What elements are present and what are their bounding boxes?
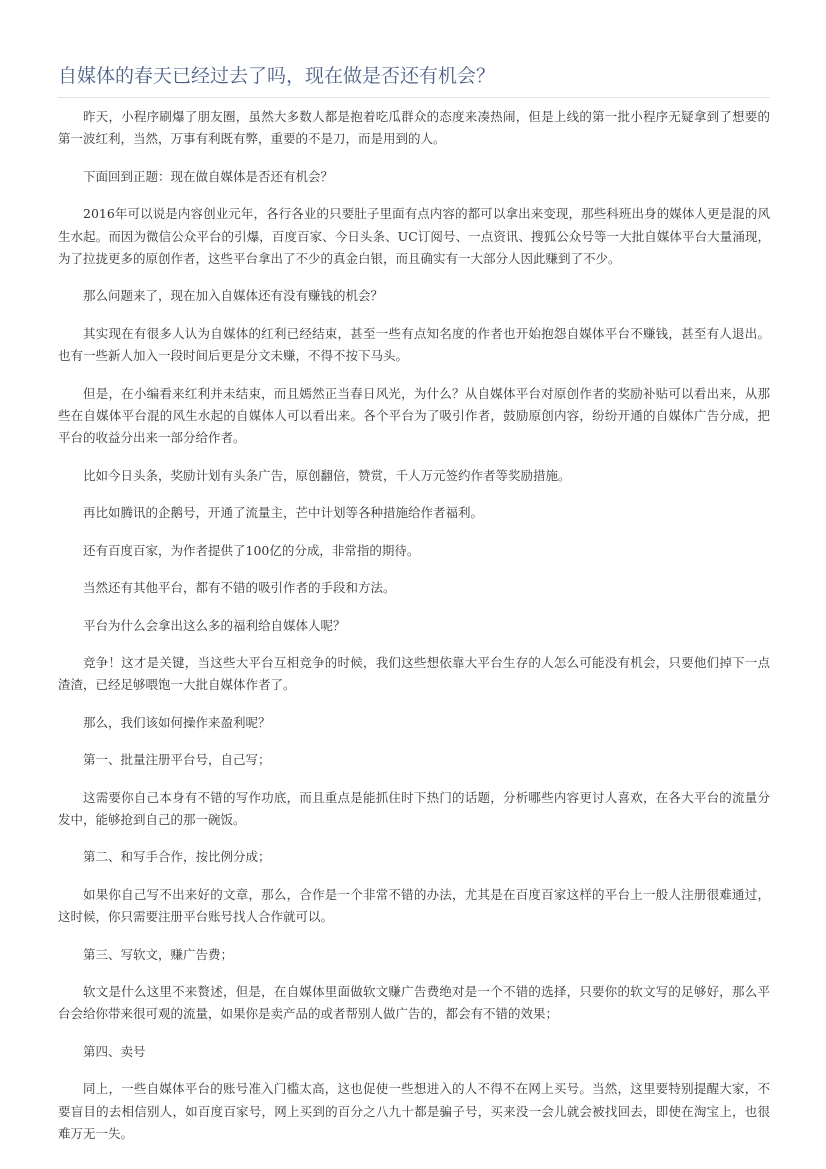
paragraph: 还有百度百家，为作者提供了100亿的分成，非常指的期待。: [83, 542, 420, 558]
paragraph: 当然还有其他平台，都有不错的吸引作者的手段和方法。: [83, 580, 396, 596]
title-divider: [58, 97, 770, 98]
paragraph: 这需要你自己本身有不错的写作功底，而且重点是能抓住时下热门的话题，分析哪些内容更讨人喜欢，在各大平台的流量分发中，能够抢到自己的那一碗饭。: [58, 789, 770, 827]
paragraph: 那么，我们该如何操作来盈利呢？: [83, 714, 271, 730]
paragraph: 第四、卖号: [83, 1043, 146, 1059]
paragraph: 平台为什么会拿出这么多的福利给自媒体人呢？: [83, 617, 346, 633]
paragraph: 比如今日头条，奖励计划有头条广告，原创翻倍，赞赏，千人万元签约作者等奖励措施。: [83, 467, 571, 483]
paragraph: 其实现在有很多人认为自媒体的红利已经结束，甚至一些有点知名度的作者也开始抱怨自媒体平台不赚钱，甚至有人退出。也有一些新人加入一段时间后更是分文未赚，不得不按下马头。: [58, 325, 770, 364]
paragraph: 软文是什么这里不来赘述，但是，在自媒体里面做软文赚广告费绝对是一个不错的选择，只要你的软文写的足够好，那么平台会给你带来很可观的流量，如果你是卖产品的或者帮别人做广告的，都会有不错的效果；: [58, 983, 770, 1022]
paragraph: 竞争！这才是关键，当这些大平台互相竞争的时候，我们这些想依靠大平台生存的人怎么可能没有机会，只要他们掉下一点渣渣，已经足够喂饱一大批自媒体作者了。: [58, 654, 770, 693]
article-body: [58, 106, 770, 1160]
paragraph: 同上，一些自媒体平台的账号准入门槛太高，这也促使一些想进入的人不得不在网上买号。当然，这里要特别提醒大家，不要盲目的去相信别人，如百度百家号，网上买到的百分之八九十都是骗子号，买来没一会儿就会被找回去，即使在淘宝上，也很难万无一失。: [58, 1081, 770, 1141]
paragraph: 第三、写软文，赚广告费；: [83, 946, 234, 962]
paragraph: 下面回到正题：现在做自媒体是否还有机会？: [83, 168, 334, 184]
paragraph: 昨天，小程序刷爆了朋友圈，虽然大多数人都是抱着吃瓜群众的态度来凑热闹，但是上线的第一批小程序无疑拿到了想要的第一波红利，当然，万事有利既有弊，重要的不是刀，而是用到的人。: [58, 109, 770, 147]
paragraph: 第二、和写手合作，按比例分成；: [83, 849, 271, 865]
paragraph: 那么问题来了，现在加入自媒体还有没有赚钱的机会？: [83, 288, 384, 304]
paragraph: 但是，在小编看来红利并未结束，而且嫣然正当春日风光，为什么？从自媒体平台对原创作者的奖励补贴可以看出来，从那些在自媒体平台混的风生水起的自媒体人可以看出来。各个平台为了吸引作者，鼓励原创内容，纷纷开通的自媒体广告分成，把平台的收益分出来一部分给作者。: [58, 385, 770, 446]
paragraph: 2016年可以说是内容创业元年，各行各业的只要肚子里面有点内容的都可以拿出来变现，那些科班出身的媒体人更是混的风生水起。而因为微信公众平台的引爆，百度百家、今日头条、UC订阅号、一点资讯、搜狐公众号等一大批自媒体平台大量涌现，为了拉拢更多的原创作者，这些平台拿出了不少的真金白银，而且确实有一大部分人因此赚到了不少。: [58, 206, 770, 267]
paragraph: 再比如腾讯的企鹅号，开通了流量主，芒中计划等各种措施给作者福利。: [83, 505, 484, 521]
paragraph: 如果你自己写不出来好的文章，那么，合作是一个非常不错的办法，尤其是在百度百家这样的平台上一般人注册很难通过，这时候，你只需要注册平台账号找人合作就可以。: [58, 886, 770, 925]
article-title: 自媒体的春天已经过去了吗，现在做是否还有机会？: [58, 65, 496, 87]
paragraph: 第一、批量注册平台号，自己写；: [83, 752, 271, 768]
